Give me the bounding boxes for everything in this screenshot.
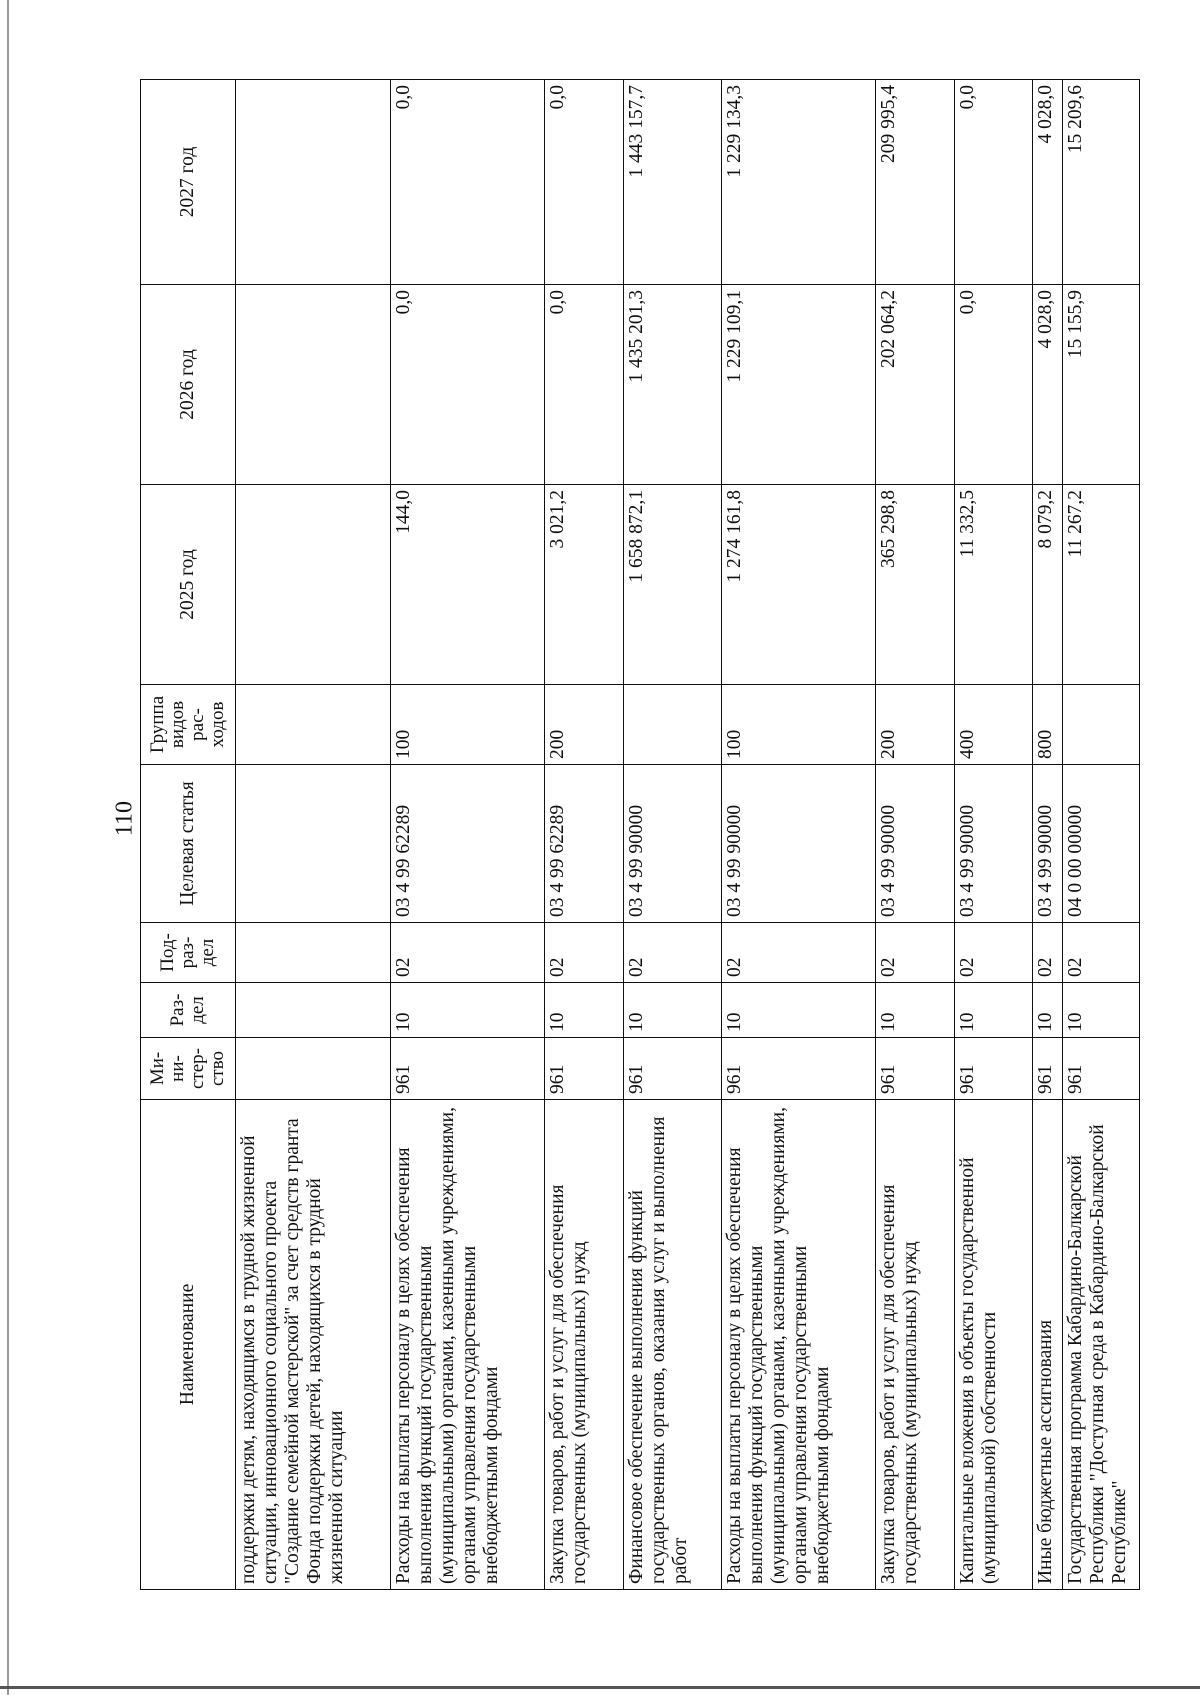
cell-subsection: 02 xyxy=(1062,923,1139,983)
cell-section: 10 xyxy=(390,983,545,1038)
cell-subsection: 02 xyxy=(390,923,545,983)
cell-subsection: 02 xyxy=(623,923,721,983)
header-2027: 2027 год xyxy=(141,80,236,285)
page-number: 110 xyxy=(111,800,138,837)
cell-expense-group: 100 xyxy=(721,685,876,765)
cell-2025 xyxy=(236,485,391,685)
cell-name: Закупка товаров, работ и услуг для обеспечения государственных (муниципальных) нужд xyxy=(545,1100,623,1590)
cell-subsection: 02 xyxy=(721,923,876,983)
cell-ministry xyxy=(236,1038,391,1100)
scan-edge-left xyxy=(7,0,9,1695)
table-row xyxy=(545,80,623,1590)
cell-2025: 11 267,2 xyxy=(1062,485,1139,685)
cell-target-article: 03 4 99 90000 xyxy=(1033,765,1062,923)
cell-ministry: 961 xyxy=(876,1038,954,1100)
cell-2026: 0,0 xyxy=(545,285,623,485)
cell-subsection: 02 xyxy=(1033,923,1062,983)
cell-2026: 0,0 xyxy=(390,285,545,485)
table-row xyxy=(1033,80,1062,1590)
cell-section: 10 xyxy=(545,983,623,1038)
table-row xyxy=(721,80,876,1590)
cell-2027: 0,0 xyxy=(390,80,545,285)
header-2026: 2026 год xyxy=(141,285,236,485)
cell-2026: 4 028,0 xyxy=(1033,285,1062,485)
cell-2027: 4 028,0 xyxy=(1033,80,1062,285)
cell-ministry: 961 xyxy=(623,1038,721,1100)
cell-ministry: 961 xyxy=(390,1038,545,1100)
header-ministry: Ми- ни- стер- ство xyxy=(141,1038,236,1100)
cell-subsection: 02 xyxy=(876,923,954,983)
cell-expense-group xyxy=(623,685,721,765)
cell-2026 xyxy=(236,285,391,485)
cell-expense-group: 200 xyxy=(545,685,623,765)
table-row xyxy=(954,80,1032,1590)
cell-name: Расходы на выплаты персоналу в целях обеспечения выполнения функций государственными (муниципальными) органами, казенными учреждениями, органами управления государственными внебюджетными фондами xyxy=(390,1100,545,1590)
rotated-table-wrapper xyxy=(140,80,1140,1590)
cell-section: 10 xyxy=(876,983,954,1038)
cell-2027: 1 443 157,7 xyxy=(623,80,721,285)
cell-2027: 15 209,6 xyxy=(1062,80,1139,285)
table-row xyxy=(623,80,721,1590)
cell-name: Расходы на выплаты персоналу в целях обеспечения выполнения функций государственными (муниципальными) органами, казенными учреждениями, органами управления государственными внебюджетными фондами xyxy=(721,1100,876,1590)
cell-expense-group: 100 xyxy=(390,685,545,765)
header-subsection: Под- раз- дел xyxy=(141,923,236,983)
cell-name: Иные бюджетные ассигнования xyxy=(1033,1100,1062,1590)
table-row xyxy=(390,80,545,1590)
cell-ministry: 961 xyxy=(545,1038,623,1100)
table-header-row xyxy=(141,80,236,1590)
cell-subsection: 02 xyxy=(545,923,623,983)
cell-ministry: 961 xyxy=(721,1038,876,1100)
table-row xyxy=(876,80,954,1590)
cell-2027: 1 229 134,3 xyxy=(721,80,876,285)
cell-2027: 0,0 xyxy=(545,80,623,285)
cell-name: поддержки детям, находящимся в трудной жизненной ситуации, инновационного социального проекта "Создание семейной мастерской" за счет средств гранта Фонда поддержки детей, находящихся в трудной жизненной ситуации xyxy=(236,1100,391,1590)
cell-section: 10 xyxy=(623,983,721,1038)
table-row xyxy=(236,80,391,1590)
cell-expense-group: 800 xyxy=(1033,685,1062,765)
cell-2025: 144,0 xyxy=(390,485,545,685)
cell-target-article xyxy=(236,765,391,923)
header-section: Раз- дел xyxy=(141,983,236,1038)
cell-name: Финансовое обеспечение выполнения функций государственных органов, оказания услуг и выполнения работ xyxy=(623,1100,721,1590)
cell-target-article: 03 4 99 90000 xyxy=(721,765,876,923)
cell-2027: 209 995,4 xyxy=(876,80,954,285)
cell-target-article: 03 4 99 90000 xyxy=(954,765,1032,923)
cell-ministry: 961 xyxy=(1062,1038,1139,1100)
cell-2026: 15 155,9 xyxy=(1062,285,1139,485)
cell-target-article: 04 0 00 00000 xyxy=(1062,765,1139,923)
cell-2025: 11 332,5 xyxy=(954,485,1032,685)
cell-2025: 1 658 872,1 xyxy=(623,485,721,685)
cell-name: Капитальные вложения в объекты государственной (муниципальной) собственности xyxy=(954,1100,1032,1590)
cell-name: Государственная программа Кабардино-Балкарской Республики "Доступная среда в Кабардино-Балкарской Республике" xyxy=(1062,1100,1139,1590)
header-expense-group: Группа видов рас- ходов xyxy=(141,685,236,765)
cell-expense-group: 400 xyxy=(954,685,1032,765)
cell-section: 10 xyxy=(721,983,876,1038)
cell-section xyxy=(236,983,391,1038)
header-target-article: Целевая статья xyxy=(141,765,236,923)
cell-subsection: 02 xyxy=(954,923,1032,983)
cell-ministry: 961 xyxy=(954,1038,1032,1100)
cell-2026: 202 064,2 xyxy=(876,285,954,485)
cell-2027 xyxy=(236,80,391,285)
header-2025: 2025 год xyxy=(141,485,236,685)
cell-2027: 0,0 xyxy=(954,80,1032,285)
cell-target-article: 03 4 99 62289 xyxy=(390,765,545,923)
header-name: Наименование xyxy=(141,1100,236,1590)
scan-edge-bottom xyxy=(0,1686,1200,1689)
cell-2026: 0,0 xyxy=(954,285,1032,485)
cell-2025: 3 021,2 xyxy=(545,485,623,685)
cell-target-article: 03 4 99 90000 xyxy=(623,765,721,923)
cell-2026: 1 435 201,3 xyxy=(623,285,721,485)
cell-section: 10 xyxy=(954,983,1032,1038)
cell-ministry: 961 xyxy=(1033,1038,1062,1100)
cell-section: 10 xyxy=(1062,983,1139,1038)
cell-target-article: 03 4 99 62289 xyxy=(545,765,623,923)
cell-2025: 1 274 161,8 xyxy=(721,485,876,685)
cell-expense-group xyxy=(1062,685,1139,765)
table-row xyxy=(1062,80,1139,1590)
cell-name: Закупка товаров, работ и услуг для обеспечения государственных (муниципальных) нужд xyxy=(876,1100,954,1590)
cell-2026: 1 229 109,1 xyxy=(721,285,876,485)
cell-2025: 365 298,8 xyxy=(876,485,954,685)
cell-2025: 8 079,2 xyxy=(1033,485,1062,685)
cell-expense-group xyxy=(236,685,391,765)
cell-section: 10 xyxy=(1033,983,1062,1038)
cell-target-article: 03 4 99 90000 xyxy=(876,765,954,923)
cell-expense-group: 200 xyxy=(876,685,954,765)
budget-table xyxy=(140,79,1140,1590)
cell-subsection xyxy=(236,923,391,983)
